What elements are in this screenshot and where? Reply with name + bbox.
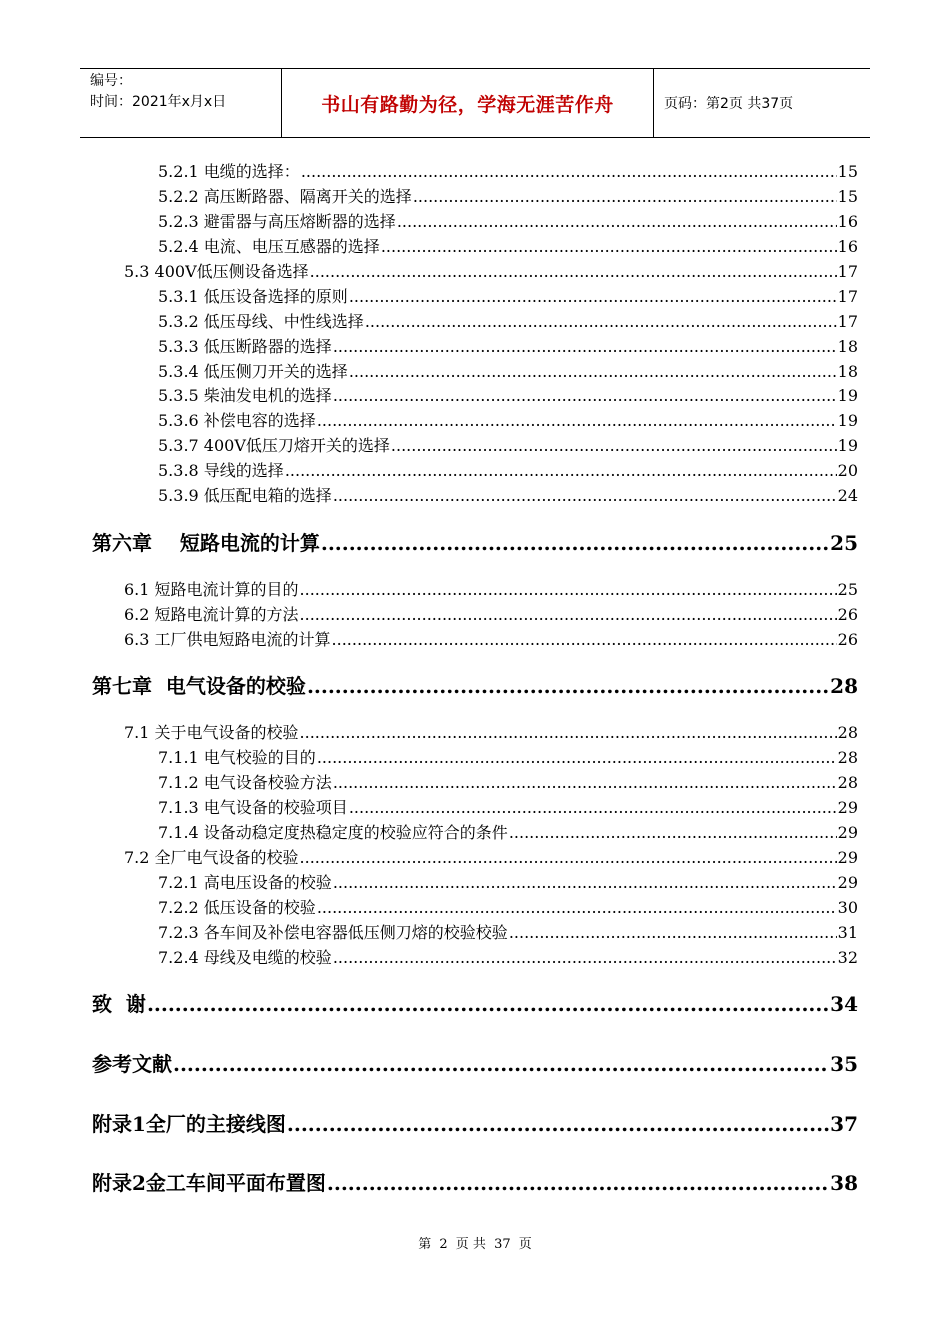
page-footer <box>0 1233 950 1252</box>
toc-chapter-title: 附录2金工车间平面布置图 <box>92 1171 326 1195</box>
toc-leader <box>300 846 837 870</box>
toc-entry-page: 31 <box>837 923 858 942</box>
header-motto: 书山有路勤为径，学海无涯苦作舟 <box>321 93 614 116</box>
toc-entry[interactable] <box>124 721 858 745</box>
toc-entry-page: 18 <box>837 337 858 356</box>
toc-entry-title: 5.3.3 低压断路器的选择 <box>158 337 332 356</box>
header-page-cell <box>654 69 870 137</box>
toc-entry[interactable] <box>158 746 858 770</box>
toc-chapter-page: 25 <box>830 531 858 555</box>
toc-leader <box>317 746 837 770</box>
toc-entry[interactable] <box>158 946 858 970</box>
toc-leader <box>327 1169 829 1197</box>
toc-entry[interactable] <box>158 796 858 820</box>
toc-entry-page: 15 <box>837 162 858 181</box>
toc-entry-page: 24 <box>837 486 858 505</box>
toc-leader <box>321 529 829 557</box>
toc-entry-page: 29 <box>837 823 858 842</box>
toc-entry[interactable] <box>158 921 858 945</box>
toc-entry[interactable] <box>158 235 858 259</box>
toc-leader <box>317 409 837 433</box>
toc-chapter[interactable] <box>92 1110 858 1138</box>
toc-leader <box>333 384 837 408</box>
toc-leader <box>147 990 829 1018</box>
toc-entry-page: 17 <box>837 287 858 306</box>
toc-entry-page: 29 <box>837 798 858 817</box>
toc-entry[interactable] <box>158 771 858 795</box>
toc-chapter[interactable] <box>92 1169 858 1197</box>
toc-entry-title: 5.3.1 低压设备选择的原则 <box>158 287 348 306</box>
toc-entry[interactable] <box>158 185 858 209</box>
toc-entry-title: 7.1 关于电气设备的校验 <box>124 723 299 742</box>
toc-chapter-page: 28 <box>830 674 858 698</box>
toc-entry[interactable] <box>158 459 858 483</box>
header-page-label: 页码：第2页 共37页 <box>664 96 794 112</box>
toc-leader <box>333 484 837 508</box>
toc-entry-page: 18 <box>837 362 858 381</box>
toc-entry-title: 5.3.8 导线的选择 <box>158 461 284 480</box>
footer-mid: 页 共 <box>455 1237 486 1252</box>
toc-entry-title: 5.3.4 低压侧刀开关的选择 <box>158 362 348 381</box>
toc-chapter[interactable] <box>92 990 858 1018</box>
toc-entry-page: 28 <box>837 773 858 792</box>
toc-entry-page: 15 <box>837 187 858 206</box>
toc-chapter-title: 第七章 电气设备的校验 <box>92 674 306 698</box>
toc-entry-title: 5.3.9 低压配电箱的选择 <box>158 486 332 505</box>
toc-leader <box>397 210 837 234</box>
toc-entry-page: 28 <box>837 723 858 742</box>
toc-leader <box>317 896 837 920</box>
toc-chapter-title: 第六章 短路电流的计算 <box>92 531 320 555</box>
toc-leader <box>301 160 837 184</box>
toc-entry[interactable] <box>158 896 858 920</box>
page-header <box>80 68 870 138</box>
footer-total-pages: 37 <box>494 1237 511 1252</box>
toc-chapter[interactable] <box>92 1050 858 1078</box>
toc-entry-title: 7.2.2 低压设备的校验 <box>158 898 316 917</box>
toc-entry[interactable] <box>158 285 858 309</box>
toc-entry[interactable] <box>158 409 858 433</box>
toc-entry-title: 5.2.4 电流、电压互感器的选择 <box>158 237 380 256</box>
toc-chapter-page: 35 <box>830 1052 858 1076</box>
toc-entry-page: 19 <box>837 436 858 455</box>
toc-entry[interactable] <box>158 484 858 508</box>
toc-entry-title: 5.3.2 低压母线、中性线选择 <box>158 312 364 331</box>
toc-leader <box>300 603 837 627</box>
toc-entry-page: 19 <box>837 411 858 430</box>
toc-entry-title: 5.2.2 高压断路器、隔离开关的选择 <box>158 187 412 206</box>
toc-entry[interactable] <box>158 210 858 234</box>
toc-leader <box>333 871 837 895</box>
toc-leader <box>333 335 837 359</box>
toc-entry-page: 17 <box>837 312 858 331</box>
toc-chapter-page: 37 <box>830 1112 858 1136</box>
toc-leader <box>333 946 837 970</box>
toc-entry-title: 7.1.2 电气设备校验方法 <box>158 773 332 792</box>
toc-chapter-page: 38 <box>830 1171 858 1195</box>
toc-chapter-title: 致 谢 <box>92 992 146 1016</box>
toc-chapter-page: 34 <box>830 992 858 1016</box>
toc-leader <box>391 434 837 458</box>
toc-entry-page: 25 <box>837 580 858 599</box>
toc-entry[interactable] <box>124 603 858 627</box>
toc-entry-page: 26 <box>837 630 858 649</box>
toc-leader <box>349 360 837 384</box>
toc-leader <box>300 578 837 602</box>
toc-entry-page: 29 <box>837 848 858 867</box>
toc-leader <box>509 821 837 845</box>
toc-entry-title: 7.1.3 电气设备的校验项目 <box>158 798 348 817</box>
toc-entry[interactable] <box>158 871 858 895</box>
toc-entry-page: 16 <box>837 237 858 256</box>
toc-entry-title: 5.2.1 电缆的选择： <box>158 162 300 181</box>
footer-suffix: 页 <box>518 1237 532 1252</box>
toc-chapter[interactable] <box>92 672 858 700</box>
toc-entry-title: 5.3.5 柴油发电机的选择 <box>158 386 332 405</box>
toc-entry[interactable] <box>158 310 858 334</box>
toc-entry-page: 28 <box>837 748 858 767</box>
toc-leader <box>307 672 829 700</box>
footer-page-number: 2 <box>439 1237 448 1252</box>
toc-leader <box>287 1110 829 1138</box>
toc-entry-title: 7.1.1 电气校验的目的 <box>158 748 316 767</box>
toc-entry-page: 32 <box>837 948 858 967</box>
toc-entry[interactable] <box>158 384 858 408</box>
toc-leader <box>349 796 837 820</box>
toc-entry-title: 5.3.6 补偿电容的选择 <box>158 411 316 430</box>
toc-leader <box>509 921 837 945</box>
toc-leader <box>333 771 837 795</box>
toc-entry-title: 6.2 短路电流计算的方法 <box>124 605 299 624</box>
toc-entry-title: 7.2.3 各车间及补偿电容器低压侧刀熔的校验校验 <box>158 923 508 942</box>
toc-entry-title: 7.2.1 高电压设备的校验 <box>158 873 332 892</box>
toc-entry-title: 5.2.3 避雷器与高压熔断器的选择 <box>158 212 396 231</box>
header-meta <box>80 69 282 137</box>
toc-entry[interactable] <box>124 846 858 870</box>
toc-chapter[interactable] <box>92 529 858 557</box>
toc-entry-page: 19 <box>837 386 858 405</box>
toc-entry-page: 30 <box>837 898 858 917</box>
toc-leader <box>285 459 837 483</box>
toc-entry[interactable] <box>158 360 858 384</box>
toc-chapter-title: 参考文献 <box>92 1052 172 1076</box>
toc-entry-page: 20 <box>837 461 858 480</box>
toc-leader <box>173 1050 829 1078</box>
toc-entry-title: 6.3 工厂供电短路电流的计算 <box>124 630 331 649</box>
number-label: 编号： <box>90 73 132 89</box>
time-label: 时间：2021年x月x日 <box>90 94 227 110</box>
toc-entry-title: 5.3.7 400V低压刀熔开关的选择 <box>158 436 390 455</box>
toc-entry[interactable] <box>158 160 858 184</box>
toc-entry[interactable] <box>158 821 858 845</box>
toc-entry[interactable] <box>158 335 858 359</box>
toc-leader <box>310 260 837 284</box>
toc-entry-title: 7.2.4 母线及电缆的校验 <box>158 948 332 967</box>
toc-entry[interactable] <box>158 434 858 458</box>
toc-entry-title: 6.1 短路电流计算的目的 <box>124 580 299 599</box>
toc-leader <box>413 185 837 209</box>
toc-leader <box>300 721 837 745</box>
footer-prefix: 第 <box>418 1237 432 1252</box>
toc-entry-title: 5.3 400V低压侧设备选择 <box>124 262 309 281</box>
toc-entry[interactable] <box>124 260 858 284</box>
toc-leader <box>349 285 837 309</box>
toc-entry-title: 7.1.4 设备动稳定度热稳定度的校验应符合的条件 <box>158 823 508 842</box>
toc-entry[interactable] <box>124 578 858 602</box>
toc-chapter-title: 附录1全厂的主接线图 <box>92 1112 286 1136</box>
toc-entry-page: 16 <box>837 212 858 231</box>
toc-entry[interactable] <box>124 628 858 652</box>
toc-entry-page: 26 <box>837 605 858 624</box>
header-motto-cell <box>282 69 654 137</box>
toc-leader <box>332 628 837 652</box>
toc-entry-page: 17 <box>837 262 858 281</box>
toc-leader <box>381 235 837 259</box>
toc-entry-page: 29 <box>837 873 858 892</box>
toc-leader <box>365 310 837 334</box>
toc-entry-title: 7.2 全厂电气设备的校验 <box>124 848 299 867</box>
